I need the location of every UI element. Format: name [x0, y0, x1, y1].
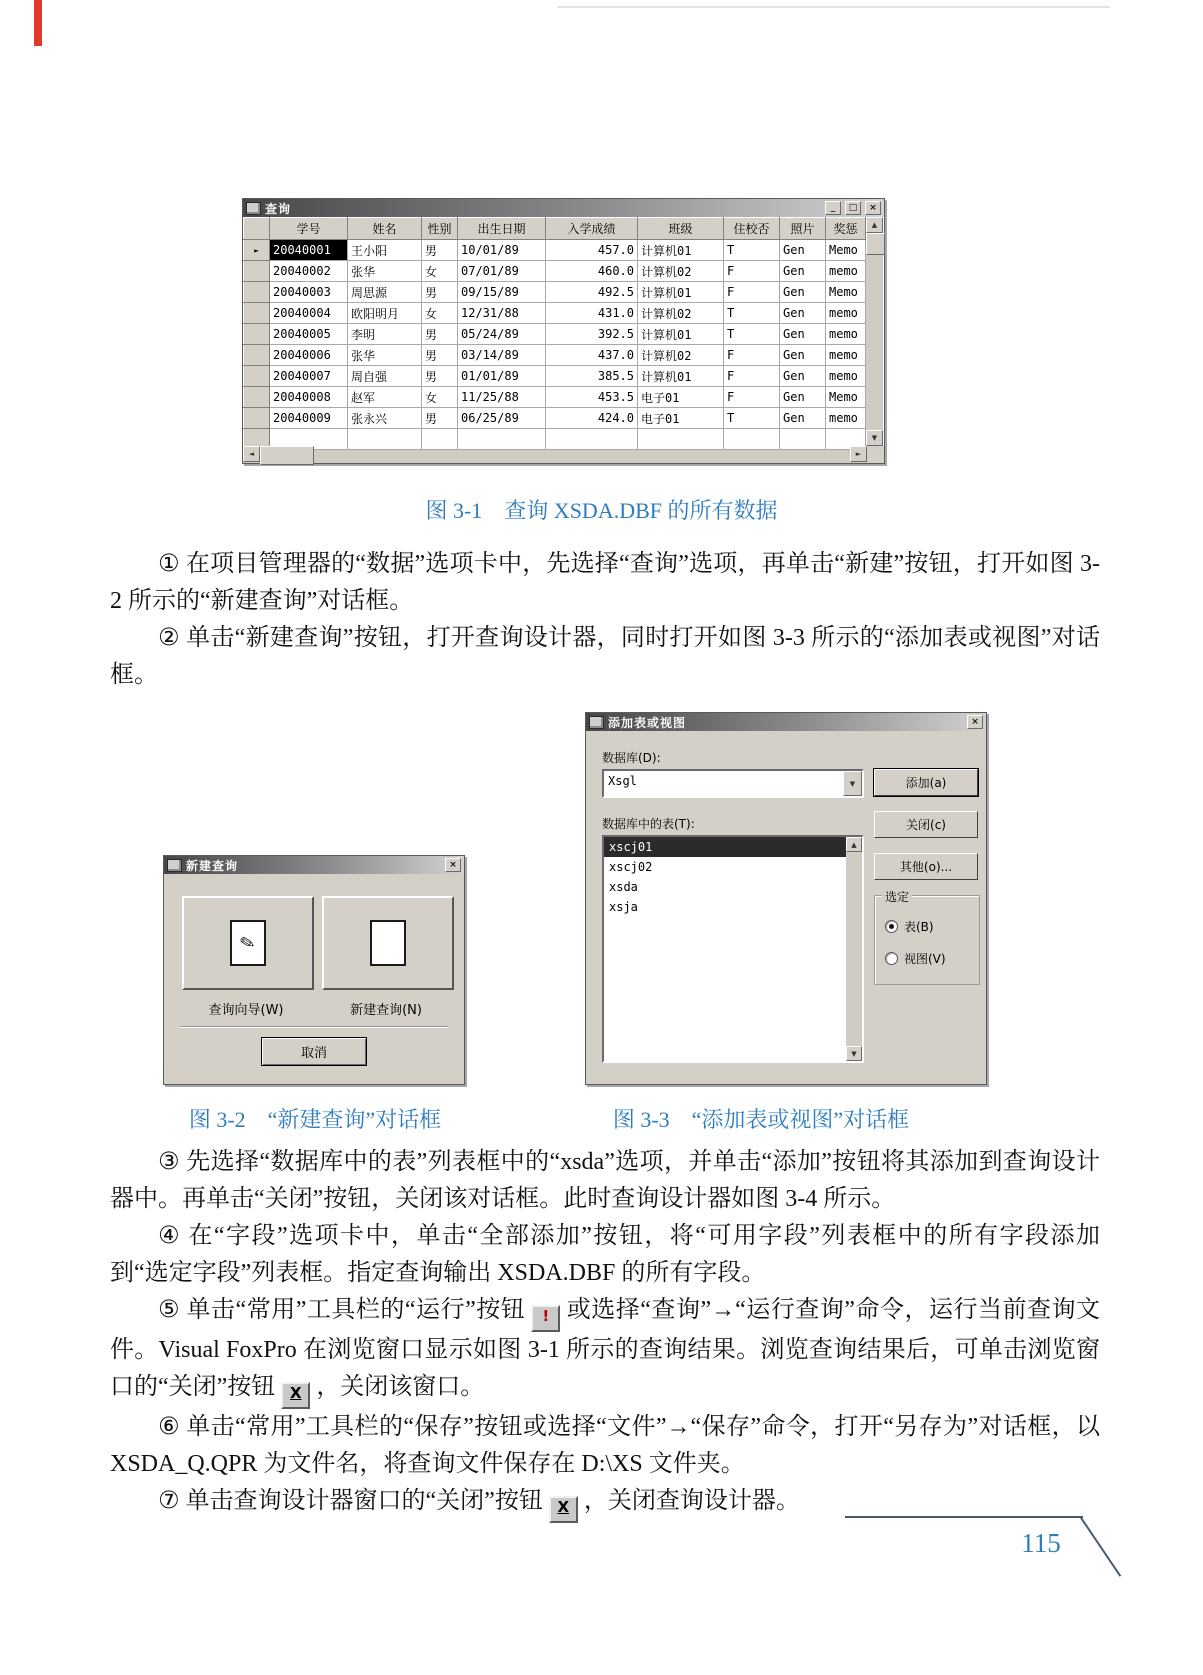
paragraph: ① 在项目管理器的“数据”选项卡中，先选择“查询”选项，再单击“新建”按钮，打开如图 3-2 所示的“新建查询”对话框。: [110, 551, 1100, 614]
cell[interactable]: 计算机01: [638, 240, 724, 261]
row-selector[interactable]: [244, 282, 270, 303]
scroll-right-icon[interactable]: ►: [850, 446, 867, 462]
cell[interactable]: 20040005: [270, 324, 348, 345]
cell[interactable]: 20040007: [270, 366, 348, 387]
radio-view[interactable]: [885, 950, 946, 967]
cell[interactable]: T: [724, 324, 780, 345]
window-icon: [246, 202, 261, 215]
cell[interactable]: 周思源: [348, 282, 422, 303]
cell[interactable]: 10/01/89: [458, 240, 546, 261]
close-button[interactable]: ×: [445, 858, 461, 872]
cell[interactable]: Gen: [780, 282, 826, 303]
cell[interactable]: 20040002: [270, 261, 348, 282]
cell[interactable]: 437.0: [546, 345, 638, 366]
cell[interactable]: 492.5: [546, 282, 638, 303]
listbox-scrollbar[interactable]: [846, 837, 862, 1061]
footer-rule: [845, 1516, 1083, 1518]
cell[interactable]: Gen: [780, 303, 826, 324]
cell[interactable]: F: [724, 261, 780, 282]
cell[interactable]: 电子01: [638, 387, 724, 408]
scroll-down-icon[interactable]: ▼: [866, 430, 883, 446]
cell[interactable]: 电子01: [638, 408, 724, 429]
tables-label: 数据库中的表(T):: [602, 817, 695, 831]
close-dialog-button[interactable]: 关闭(c): [874, 811, 978, 838]
row-selector[interactable]: [244, 261, 270, 282]
column-header[interactable]: 姓名: [348, 218, 422, 240]
browse-grid: [243, 217, 866, 450]
table-row[interactable]: [244, 282, 866, 303]
cell[interactable]: 20040004: [270, 303, 348, 324]
new-query-button[interactable]: [322, 896, 454, 990]
cell[interactable]: 赵军: [348, 387, 422, 408]
radio-table-label: 表(B): [904, 920, 934, 934]
column-header[interactable]: 性别: [422, 218, 458, 240]
cell[interactable]: 431.0: [546, 303, 638, 324]
cell[interactable]: 男: [422, 408, 458, 429]
column-header[interactable]: 照片: [780, 218, 826, 240]
list-item[interactable]: xscj02: [609, 860, 653, 874]
browse-window-titlebar[interactable]: [243, 199, 884, 217]
radio-unselected-icon[interactable]: [885, 952, 898, 965]
column-header[interactable]: 入学成绩: [546, 218, 638, 240]
cell[interactable]: 张华: [348, 345, 422, 366]
list-item[interactable]: xscj01: [604, 837, 846, 857]
cell[interactable]: memo: [826, 303, 866, 324]
cell[interactable]: 09/15/89: [458, 282, 546, 303]
cell[interactable]: 女: [422, 261, 458, 282]
add-button[interactable]: 添加(a): [874, 769, 978, 796]
minimize-button[interactable]: _: [825, 201, 841, 215]
cell[interactable]: 20040001: [270, 240, 348, 261]
table-row[interactable]: [244, 303, 866, 324]
cell[interactable]: 计算机02: [638, 303, 724, 324]
cell[interactable]: 男: [422, 324, 458, 345]
body-text-block: [110, 1144, 1100, 1523]
spine-mark: [34, 0, 42, 46]
scrollbar-track[interactable]: [314, 446, 850, 463]
list-item[interactable]: xsda: [609, 880, 638, 894]
cell[interactable]: 453.5: [546, 387, 638, 408]
cell[interactable]: Memo: [826, 240, 866, 261]
cell[interactable]: Gen: [780, 240, 826, 261]
figure3-caption: 图 3-3 “添加表或视图”对话框: [612, 1107, 910, 1132]
column-header[interactable]: 学号: [270, 218, 348, 240]
cell[interactable]: Gen: [780, 261, 826, 282]
cell[interactable]: 20040009: [270, 408, 348, 429]
table-row[interactable]: [244, 261, 866, 282]
radio-view-label: 视图(V): [904, 952, 946, 966]
cell[interactable]: 20040008: [270, 387, 348, 408]
row-selector[interactable]: [244, 324, 270, 345]
query-wizard-label: 查询向导(W): [208, 1003, 284, 1018]
row-selector[interactable]: [244, 303, 270, 324]
query-browse-window: [242, 198, 885, 464]
page-top-rule: [557, 6, 1110, 8]
scroll-down-icon[interactable]: ▼: [846, 1046, 862, 1061]
cell[interactable]: 424.0: [546, 408, 638, 429]
cell[interactable]: Memo: [826, 282, 866, 303]
cell[interactable]: 20040003: [270, 282, 348, 303]
cell[interactable]: F: [724, 387, 780, 408]
scroll-left-icon[interactable]: ◄: [243, 446, 260, 462]
row-selector[interactable]: [244, 387, 270, 408]
cell[interactable]: memo: [826, 261, 866, 282]
other-button[interactable]: 其他(o)...: [874, 853, 978, 880]
cell[interactable]: 男: [422, 366, 458, 387]
cell[interactable]: 计算机01: [638, 324, 724, 345]
figure2-caption: 图 3-2 “新建查询”对话框: [188, 1107, 442, 1132]
database-label: 数据库(D):: [602, 751, 661, 765]
cell[interactable]: 李明: [348, 324, 422, 345]
vfp-dialog-icon: [589, 716, 604, 729]
separator: [180, 1026, 448, 1028]
list-item[interactable]: xsja: [609, 900, 638, 914]
cell[interactable]: 计算机01: [638, 366, 724, 387]
cell[interactable]: memo: [826, 324, 866, 345]
query-wizard-icon: [230, 920, 266, 966]
paragraph: ⑥ 单击“常用”工具栏的“保存”按钮或选择“文件”→“保存”命令，打开“另存为”对话框，以 XSDA_Q.QPR 为文件名，将查询文件保存在 D:\XS 文件夹。: [110, 1414, 1100, 1477]
cell[interactable]: 460.0: [546, 261, 638, 282]
cancel-button[interactable]: 取消: [261, 1037, 367, 1066]
window-title: 查询: [265, 201, 292, 216]
cell[interactable]: 女: [422, 387, 458, 408]
cell[interactable]: F: [724, 345, 780, 366]
new-document-icon: [370, 920, 406, 966]
tables-listbox[interactable]: [602, 835, 864, 1063]
cell[interactable]: 计算机02: [638, 261, 724, 282]
cell[interactable]: 12/31/88: [458, 303, 546, 324]
figure1-caption: 图 3-1 查询 XSDA.DBF 的所有数据: [425, 498, 778, 523]
cell[interactable]: T: [724, 240, 780, 261]
footer-slash: [1079, 1516, 1121, 1577]
database-combobox[interactable]: [602, 769, 864, 798]
cell[interactable]: 欧阳明月: [348, 303, 422, 324]
database-value: Xsgl: [608, 774, 637, 788]
column-header[interactable]: 出生日期: [458, 218, 546, 240]
cell[interactable]: Gen: [780, 366, 826, 387]
cell[interactable]: 392.5: [546, 324, 638, 345]
cell[interactable]: 03/14/89: [458, 345, 546, 366]
new-query-label: 新建查询(N): [350, 1003, 422, 1018]
run-button-icon: !: [531, 1305, 560, 1332]
column-header[interactable]: 奖惩: [826, 218, 866, 240]
cell[interactable]: 男: [422, 345, 458, 366]
close-button[interactable]: ×: [865, 201, 881, 215]
cell[interactable]: Gen: [780, 324, 826, 345]
cell[interactable]: 05/24/89: [458, 324, 546, 345]
table-row[interactable]: [244, 408, 866, 429]
cell[interactable]: Gen: [780, 345, 826, 366]
cell[interactable]: 11/25/88: [458, 387, 546, 408]
cell[interactable]: 张永兴: [348, 408, 422, 429]
cell[interactable]: memo: [826, 366, 866, 387]
vertical-scrollbar[interactable]: [866, 217, 883, 446]
maximize-button[interactable]: □: [845, 201, 861, 215]
cell[interactable]: 女: [422, 303, 458, 324]
radio-selected-icon[interactable]: [885, 920, 898, 933]
table-row[interactable]: [244, 240, 866, 261]
paragraph: ⑦ 单击查询设计器窗口的“关闭”按钮 X ，关闭查询设计器。: [110, 1483, 1100, 1523]
cell[interactable]: 385.5: [546, 366, 638, 387]
table-row[interactable]: [244, 366, 866, 387]
dialog-title: 新建查询: [186, 858, 239, 873]
cell[interactable]: 01/01/89: [458, 366, 546, 387]
table-row[interactable]: [244, 387, 866, 408]
column-header[interactable]: 住校否: [724, 218, 780, 240]
paragraph: ② 单击“新建查询”按钮，打开查询设计器，同时打开如图 3-3 所示的“添加表或视图”对话框。: [110, 625, 1100, 688]
select-group-box: [874, 890, 980, 985]
vfp-dialog-icon: [167, 859, 182, 872]
row-selector[interactable]: [244, 366, 270, 387]
cell[interactable]: 457.0: [546, 240, 638, 261]
cell[interactable]: 计算机02: [638, 345, 724, 366]
close-button[interactable]: ×: [967, 715, 983, 729]
horizontal-scrollbar[interactable]: [243, 446, 884, 463]
cell[interactable]: 06/25/89: [458, 408, 546, 429]
cell[interactable]: 男: [422, 282, 458, 303]
close-button-icon: X: [549, 1496, 578, 1523]
cell[interactable]: 张华: [348, 261, 422, 282]
row-selector[interactable]: [244, 345, 270, 366]
scrollbar-corner: [867, 446, 884, 463]
pen-icon: ✎: [237, 930, 259, 956]
column-header[interactable]: 班级: [638, 218, 724, 240]
cell[interactable]: memo: [826, 345, 866, 366]
cell[interactable]: F: [724, 282, 780, 303]
dropdown-icon[interactable]: ▼: [843, 771, 862, 796]
cell[interactable]: F: [724, 366, 780, 387]
scroll-up-icon[interactable]: ▲: [846, 837, 862, 852]
cell[interactable]: 07/01/89: [458, 261, 546, 282]
paragraph: ③ 先选择“数据库中的表”列表框中的“xsda”选项，并单击“添加”按钮将其添加到查询设计器中。再单击“关闭”按钮，关闭该对话框。此时查询设计器如图 3-4 所示。: [110, 1149, 1100, 1212]
cell[interactable]: Gen: [780, 387, 826, 408]
cell[interactable]: T: [724, 408, 780, 429]
header-row: [244, 218, 866, 240]
cell[interactable]: 男: [422, 240, 458, 261]
dialog-titlebar[interactable]: [164, 856, 464, 874]
paragraph: ⑤ 单击“常用”工具栏的“运行”按钮 ! 或选择“查询”→“运行查询”命令，运行当前查询文件。Visual FoxPro 在浏览窗口显示如图 3-1 所示的查询结果。浏览查询结果后，可单击浏览窗口的“关闭”按钮 X ，关闭该窗口。: [110, 1292, 1100, 1409]
dialog-title: 添加表或视图: [608, 715, 687, 730]
cell[interactable]: memo: [826, 408, 866, 429]
new-query-dialog: [163, 855, 465, 1085]
cell[interactable]: 20040006: [270, 345, 348, 366]
table-row[interactable]: [244, 324, 866, 345]
query-wizard-button[interactable]: [182, 896, 314, 990]
dialog-titlebar[interactable]: [586, 713, 986, 731]
scrollbar-thumb[interactable]: [866, 233, 885, 255]
cell[interactable]: 计算机01: [638, 282, 724, 303]
cell[interactable]: Gen: [780, 408, 826, 429]
table-row[interactable]: [244, 345, 866, 366]
row-selector[interactable]: [244, 408, 270, 429]
cell[interactable]: 周自强: [348, 366, 422, 387]
scroll-up-icon[interactable]: ▲: [866, 217, 883, 233]
page-number: 115: [1021, 1528, 1061, 1558]
current-row-marker[interactable]: ►: [244, 240, 270, 261]
group-label: 选定: [882, 888, 912, 905]
cell[interactable]: T: [724, 303, 780, 324]
scrollbar-thumb[interactable]: [260, 446, 314, 465]
scrollbar-track[interactable]: [866, 255, 883, 430]
paragraph: ④ 在“字段”选项卡中，单击“全部添加”按钮，将“可用字段”列表框中的所有字段添加到“选定字段”列表框。指定查询输出 XSDA.DBF 的所有字段。: [110, 1223, 1100, 1286]
close-button-icon: X: [281, 1382, 310, 1409]
selector-header: [244, 218, 270, 240]
add-table-or-view-dialog: [585, 712, 987, 1085]
radio-table[interactable]: [885, 918, 934, 935]
cell[interactable]: 王小阳: [348, 240, 422, 261]
cell[interactable]: Memo: [826, 387, 866, 408]
body-text-block: [110, 546, 1100, 694]
